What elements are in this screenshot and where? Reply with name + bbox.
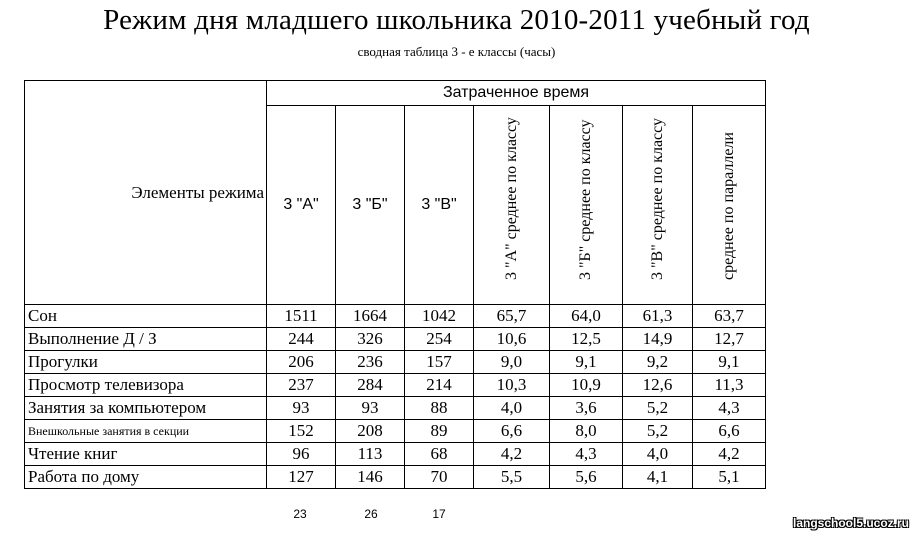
page-title: Режим дня младшего школьника 2010-2011 учебный год	[103, 4, 810, 36]
cell-v: 157	[405, 351, 474, 374]
cell-v: 88	[405, 397, 474, 420]
cell-b: 146	[336, 466, 405, 489]
cell-avg-v: 61,3	[623, 305, 693, 328]
cell-avg-a: 4,0	[474, 397, 550, 420]
cell-avg-a: 9,0	[474, 351, 550, 374]
cell-a: 206	[267, 351, 336, 374]
cell-a: 93	[267, 397, 336, 420]
cell-a: 244	[267, 328, 336, 351]
footer-count-3a: 23	[293, 507, 307, 521]
cell-avg-v: 5,2	[623, 397, 693, 420]
cell-avg-b: 4,3	[550, 443, 623, 466]
cell-avg-v: 9,2	[623, 351, 693, 374]
cell-avg-p: 6,6	[693, 420, 766, 443]
row-label: Внешкольные занятия в секции	[25, 420, 267, 443]
row-label: Прогулки	[25, 351, 267, 374]
col-header-avg-3v-cell	[623, 106, 693, 305]
row-label: Чтение книг	[25, 443, 267, 466]
table-row	[25, 466, 766, 489]
col-header-avg-3a: 3 "А" среднее по классу	[502, 117, 520, 280]
cell-a: 96	[267, 443, 336, 466]
cell-v: 1042	[405, 305, 474, 328]
cell-b: 1664	[336, 305, 405, 328]
cell-avg-a: 4,2	[474, 443, 550, 466]
cell-avg-a: 10,6	[474, 328, 550, 351]
table-row	[25, 328, 766, 351]
cell-b: 208	[336, 420, 405, 443]
cell-avg-b: 5,6	[550, 466, 623, 489]
row-label: Сон	[25, 305, 267, 328]
cell-avg-p: 11,3	[693, 374, 766, 397]
cell-avg-p: 63,7	[693, 305, 766, 328]
element-header: Элементы режима	[25, 81, 267, 305]
row-label: Работа по дому	[25, 466, 267, 489]
cell-v: 254	[405, 328, 474, 351]
spent-header: Затраченное время	[267, 81, 766, 106]
col-header-avg-3v: 3 "В" среднее по классу	[648, 117, 666, 280]
page-subtitle: сводная таблица 3 - е классы (часы)	[357, 44, 556, 59]
col-header-avg-parallel: среднее по параллели	[720, 132, 737, 280]
cell-a: 127	[267, 466, 336, 489]
cell-avg-b: 64,0	[550, 305, 623, 328]
cell-avg-p: 12,7	[693, 328, 766, 351]
row-label: Просмотр телевизора	[25, 374, 267, 397]
row-label: Выполнение Д / З	[25, 328, 267, 351]
cell-avg-a: 10,3	[474, 374, 550, 397]
table-row	[25, 351, 766, 374]
cell-avg-p: 4,2	[693, 443, 766, 466]
cell-avg-a: 6,6	[474, 420, 550, 443]
site-watermark: langschool5.ucoz.ru	[792, 516, 909, 530]
cell-v: 214	[405, 374, 474, 397]
cell-avg-b: 12,5	[550, 328, 623, 351]
table-row	[25, 305, 766, 328]
table-row	[25, 397, 766, 420]
cell-avg-v: 4,1	[623, 466, 693, 489]
cell-avg-a: 65,7	[474, 305, 550, 328]
cell-b: 113	[336, 443, 405, 466]
col-header-avg-3b-cell	[550, 106, 623, 305]
col-header-avg-3b: 3 "Б" среднее по классу	[577, 119, 594, 280]
cell-a: 1511	[267, 305, 336, 328]
cell-v: 70	[405, 466, 474, 489]
cell-v: 68	[405, 443, 474, 466]
cell-a: 237	[267, 374, 336, 397]
col-header-3v: 3 "В"	[405, 106, 474, 305]
cell-avg-v: 4,0	[623, 443, 693, 466]
schedule-table	[24, 80, 766, 489]
row-label: Занятия за компьютером	[25, 397, 267, 420]
col-header-avg-parallel-cell	[693, 106, 766, 305]
cell-b: 236	[336, 351, 405, 374]
cell-avg-p: 9,1	[693, 351, 766, 374]
cell-b: 93	[336, 397, 405, 420]
cell-b: 284	[336, 374, 405, 397]
cell-avg-p: 4,3	[693, 397, 766, 420]
col-header-avg-3a-cell	[474, 106, 550, 305]
footer-count-3b: 26	[364, 507, 378, 521]
cell-b: 326	[336, 328, 405, 351]
cell-avg-b: 10,9	[550, 374, 623, 397]
cell-avg-b: 3,6	[550, 397, 623, 420]
cell-avg-b: 8,0	[550, 420, 623, 443]
cell-avg-v: 12,6	[623, 374, 693, 397]
cell-v: 89	[405, 420, 474, 443]
cell-avg-v: 5,2	[623, 420, 693, 443]
col-header-3b: 3 "Б"	[336, 106, 405, 305]
cell-avg-a: 5,5	[474, 466, 550, 489]
cell-avg-p: 5,1	[693, 466, 766, 489]
col-header-3a: 3 "А"	[267, 106, 336, 305]
spent-header-row	[25, 81, 766, 106]
cell-a: 152	[267, 420, 336, 443]
table-row	[25, 443, 766, 466]
footer-count-3v: 17	[432, 507, 446, 521]
cell-avg-v: 14,9	[623, 328, 693, 351]
cell-avg-b: 9,1	[550, 351, 623, 374]
table-row	[25, 420, 766, 443]
table-row	[25, 374, 766, 397]
